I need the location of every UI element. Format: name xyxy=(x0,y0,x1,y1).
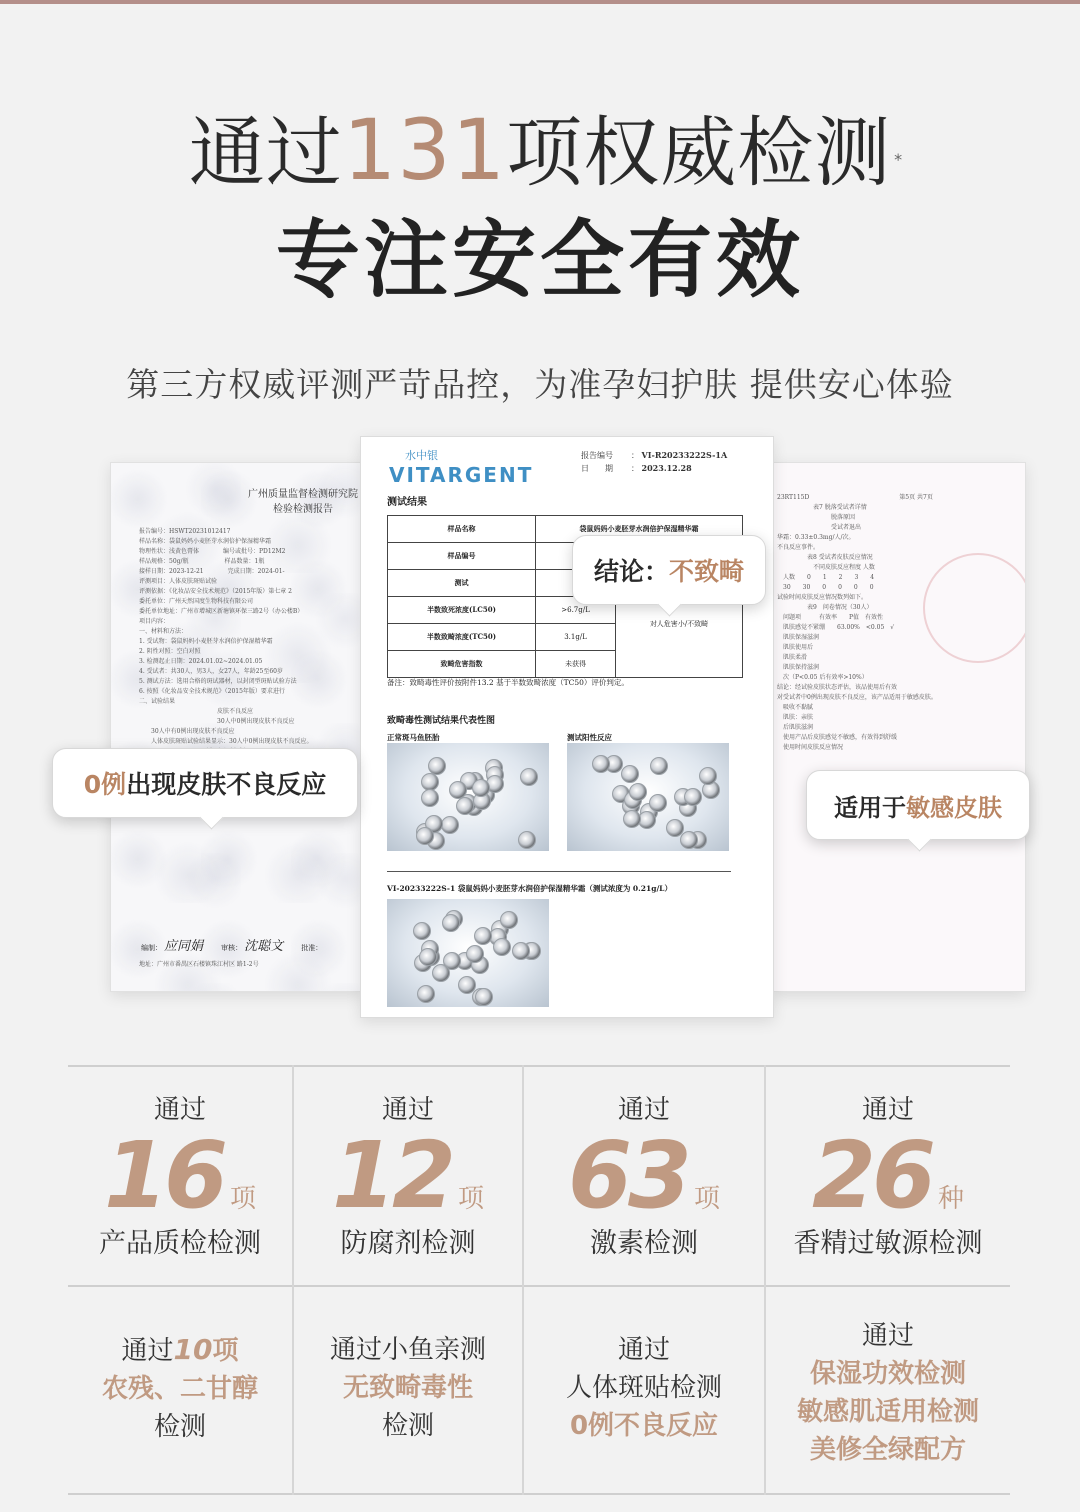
callout-no-adverse-reaction xyxy=(52,748,358,818)
stat-highlight: 无致畸毒性 xyxy=(342,1373,473,1403)
report-line: 对受试者中0例出现皮肤不良反应，该产品适用于敏感皮肤。 xyxy=(777,694,937,701)
zebrafish-embryo-photo-normal xyxy=(387,743,549,851)
callout-highlight: 0例 xyxy=(83,770,127,799)
table-cell: 致畸危害指数 xyxy=(388,651,536,678)
report-line: 肌肤使用后 xyxy=(777,644,814,651)
top-accent-bar xyxy=(0,0,1080,4)
embryo xyxy=(474,927,492,945)
table-cell: 测试 xyxy=(388,570,536,597)
embryo xyxy=(500,911,518,929)
callout-text: 出现皮肤不良反应 xyxy=(126,770,327,799)
headline-prefix: 通过 xyxy=(188,108,343,197)
stat-number: 63 xyxy=(567,1122,688,1229)
headline-number: 131 xyxy=(342,101,507,199)
hero xyxy=(0,100,1080,406)
callout-highlight: 不致畸 xyxy=(669,557,745,586)
report-line: 问题项 有效率 P值 有效性 xyxy=(777,614,884,621)
embryo xyxy=(518,831,536,849)
signatures xyxy=(141,935,336,954)
embryo xyxy=(592,755,610,773)
table-cell: 半数致畸浓度(TC50) xyxy=(388,624,536,651)
embryo xyxy=(413,922,431,940)
grid-line-bottom xyxy=(68,1493,1010,1495)
patch-test-report xyxy=(110,462,364,992)
report-line: 肌肤柔滑 xyxy=(777,654,808,661)
report-line: 受试者退出 xyxy=(777,524,862,531)
tagline: 第三方权威评测严苛品控，为准孕妇护肤 提供安心体验 xyxy=(126,365,954,404)
table-cell: 半数致死浓度(LC50) xyxy=(388,597,536,624)
report-line: 不良反应事件。 xyxy=(777,544,820,551)
stat-label: 检测 xyxy=(381,1411,434,1441)
report-body xyxy=(139,527,349,757)
report-line: 评测依据：《化妆品安全技术规范》（2015年版）第七章 2 xyxy=(139,588,292,595)
stat-preservatives xyxy=(294,1093,522,1261)
stat-pass-label: 通过 xyxy=(153,1095,206,1125)
report-line: 后肌肤滋润 xyxy=(777,724,814,731)
report-line: 3. 检测起止日期：2024.01.02~2024.01.05 xyxy=(139,658,263,665)
stat-label: 人体斑贴检测 xyxy=(565,1373,722,1403)
stat-unit: 项 xyxy=(458,1184,485,1214)
signature-b: 沈聪文 xyxy=(244,939,284,954)
report-line: 表8 受试者皮肤反应情况 xyxy=(777,554,873,561)
report-line: 30 30 0 0 0 0 xyxy=(777,584,874,591)
stat-highlight: 敏感肌适用检测 xyxy=(796,1397,979,1427)
table-cell: 样品编号 xyxy=(388,543,536,570)
report-line: 委托单位地址：广州市增城区新塘镇环保三路2号（办公楼B） xyxy=(139,608,304,615)
report-line: 使用时间皮肤反应情况 xyxy=(777,744,844,751)
stat-label: 检测 xyxy=(153,1412,206,1442)
report-line: 皮肤不良反应 xyxy=(139,708,254,715)
stat-number: 16 xyxy=(103,1122,224,1229)
logo-cn: 水中银 xyxy=(405,449,438,462)
embryo xyxy=(441,816,459,834)
report-line: 肌肤感觉不紧绷 63.00% <0.05 √ xyxy=(777,624,895,631)
test-stats-grid xyxy=(68,1065,1010,1495)
embryo xyxy=(623,810,641,828)
report-date: 2023.12.28 xyxy=(641,463,692,473)
report-line: 30人中0例出现皮肤不良反应 xyxy=(139,718,295,725)
report-line: 委托单位：广州天然国度生物科技有限公司 xyxy=(139,598,254,605)
stat-label: 香精过敏源检测 xyxy=(793,1228,983,1259)
institute-name: 广州质量监督检测研究院 xyxy=(248,489,358,500)
report-line: 30人中有0例出现皮肤不良反应 xyxy=(139,728,235,735)
report-line: 肌肤保持滋润 xyxy=(777,664,820,671)
results-note: 备注：致畸毒性评价按附件13.2 基于半数致畸浓度（TC50）评价判定。 xyxy=(387,678,629,687)
embryo xyxy=(684,788,702,806)
embryo xyxy=(421,789,439,807)
sign-c-label: 批准： xyxy=(301,944,323,952)
report-info: 报告编号 ： VI-R20233222S-1A 日 期 ： 2023.12.28 xyxy=(581,450,728,473)
report-header xyxy=(223,487,364,517)
stat-pesticide-residue xyxy=(68,1331,292,1446)
stat-pass-label: 通过 xyxy=(121,1336,174,1366)
stat-highlight: 0例不良反应 xyxy=(569,1411,719,1441)
embryo xyxy=(666,819,684,837)
stat-unit: 项 xyxy=(230,1184,257,1214)
callout-non-teratogenic xyxy=(572,535,766,605)
sign-a-label: 编制： xyxy=(141,944,162,952)
callout-sensitive-skin xyxy=(806,770,1030,840)
signature-a: 应同娟 xyxy=(164,939,204,954)
report-line: 6. 按照《化妆品安全技术规范》（2015年版）要求进行 xyxy=(139,688,285,695)
callout-highlight: 敏感皮肤 xyxy=(906,793,1002,822)
embryo xyxy=(699,767,717,785)
report-line: 不同皮肤反应程度 人数 xyxy=(777,564,875,571)
stat-highlight: 保湿功效检测 xyxy=(809,1359,966,1389)
embryo xyxy=(621,765,639,783)
stat-fish-test xyxy=(294,1331,522,1445)
stat-figure xyxy=(294,1122,522,1229)
logo-en: VITARGENT xyxy=(389,463,534,487)
embryo xyxy=(493,938,511,956)
stat-pass-label: 通过 xyxy=(861,1321,914,1351)
callout-text: 结论： xyxy=(593,557,669,586)
footnote-mark: * xyxy=(894,150,904,169)
stat-pass-label: 通过 xyxy=(861,1095,914,1125)
report-line: 项目内容： xyxy=(139,618,170,625)
date-label: 日 期 xyxy=(581,464,613,473)
report-line: 次（P<0.05 后有效率>10%） xyxy=(777,674,868,681)
sub-headline: 专注安全有效 xyxy=(275,211,804,309)
efficacy-report xyxy=(772,462,1026,992)
report-line: 报告编号：HSWT20231012417 xyxy=(139,528,231,535)
headline-suffix: 项权威检测 xyxy=(506,108,892,197)
sign-b-label: 审核： xyxy=(221,944,243,952)
vitargent-logo xyxy=(389,447,533,487)
report-line: 人体皮肤斑贴试验结果显示：30人中0例出现皮肤不良反应。 xyxy=(139,738,313,745)
stat-figure xyxy=(68,1122,292,1229)
report-no: VI-R20233222S-1A xyxy=(641,450,728,460)
embryo xyxy=(449,781,467,799)
stat-figure xyxy=(524,1122,764,1229)
report-line: 结论：经试验皮肤状态评估，该品使用后有效 xyxy=(777,684,898,691)
report-line: 试验时间皮肤反应情况数列如下。 xyxy=(777,594,868,601)
report-line: 一、材料和方法： xyxy=(139,628,188,635)
callout-text: 适用于 xyxy=(834,793,906,822)
conclusion-cell: 对人危害小/不致畸 xyxy=(616,570,743,678)
embryo xyxy=(421,773,439,791)
stat-number: 26 xyxy=(811,1122,932,1229)
report-type: 检验检测报告 xyxy=(273,504,333,515)
stat-highlight: 美修全绿配方 xyxy=(809,1435,966,1465)
embryo xyxy=(417,985,435,1003)
grid-line-top xyxy=(68,1065,1010,1067)
embryo xyxy=(650,757,668,775)
efficacy-report-body xyxy=(777,493,1017,753)
table-cell: 样品名称 xyxy=(388,516,536,543)
report-line: 1. 受试物：袋鼠妈妈小麦胚芽水润倍护保湿精华霜 xyxy=(139,638,273,645)
section-test-results: 测试结果 xyxy=(387,497,427,508)
stat-line xyxy=(68,1331,292,1370)
zebrafish-embryo-photo-positive xyxy=(567,743,729,851)
divider xyxy=(387,871,731,872)
stat-unit: 项 xyxy=(694,1184,721,1214)
report-line: 人数 0 1 2 3 4 xyxy=(777,574,875,581)
report-line: 使用产品后皮肤感觉不敏感，有效得到舒缓 xyxy=(777,734,898,741)
report-line: 表9 问卷情况（30人） xyxy=(777,604,873,611)
embryo xyxy=(520,768,538,786)
caption-sample: VI-20233222S-1 袋鼠妈妈小麦胚芽水润倍护保湿精华霜（测试浓度为 0.21g/L） xyxy=(387,884,672,893)
table-cell: 袋鼠妈妈小麦胚芽水润倍护保湿精华霜 xyxy=(536,516,743,543)
report-line: 肌肤保湿滋润 xyxy=(777,634,820,641)
report-line: 接样日期：2023-12-21 完成日期：2024-01- xyxy=(139,568,285,575)
headline xyxy=(188,100,904,203)
stat-product-quality xyxy=(68,1093,292,1261)
report-line: 华霜：0.33±0.3mg/人/次。 xyxy=(777,534,855,541)
stat-pass-label: 通过 xyxy=(381,1095,434,1125)
stat-unit: 项 xyxy=(212,1336,239,1366)
section-representative-images: 致畸毒性测试结果代表性图 xyxy=(387,716,496,726)
embryo xyxy=(442,914,460,932)
stat-label: 产品质检检测 xyxy=(99,1228,261,1259)
table-cell: 未获得 xyxy=(536,651,616,678)
stat-label: 通过小鱼亲测 xyxy=(329,1335,486,1365)
report-line: 样品名称：袋鼠妈妈小麦胚芽水润倍护保湿精华霜 xyxy=(139,538,272,545)
embryo xyxy=(428,757,446,775)
stat-number: 10 xyxy=(173,1333,213,1366)
grid-line-middle xyxy=(68,1285,1010,1287)
embryo xyxy=(629,783,647,801)
teratogenicity-report xyxy=(360,436,774,1018)
report-line: 5. 测试方法：选用合格的斑试器材，以封闭型斑贴试验方法 xyxy=(139,678,297,685)
embryo xyxy=(458,976,476,994)
report-line: 评测项目：人体皮肤斑贴试验 xyxy=(139,578,218,585)
stat-figure xyxy=(766,1122,1010,1229)
caption-normal: 正常斑马鱼胚胎 xyxy=(387,733,440,742)
stat-patch-test xyxy=(524,1331,764,1445)
report-no-label: 报告编号 xyxy=(581,451,613,460)
stat-hormones xyxy=(524,1093,764,1261)
report-line: 2. 阴性对照：空白对照 xyxy=(139,648,201,655)
table-cell: 3.1g/L xyxy=(536,624,616,651)
stat-pass-label: 通过 xyxy=(617,1095,670,1125)
stat-label: 防腐剂检测 xyxy=(340,1228,476,1259)
report-line: 4. 受试者：共30人，男3人，女27人，年龄25至60岁 xyxy=(139,668,283,675)
stat-unit: 种 xyxy=(938,1184,965,1214)
embryo xyxy=(432,964,450,982)
table-cell: >6.7g/L xyxy=(536,597,616,624)
report-line: 样品规格：50g/瓶 样品数量：1瓶 xyxy=(139,558,265,565)
embryo xyxy=(649,794,667,812)
report-line: 表7 脱落受试者详情 xyxy=(777,504,867,511)
report-line: 物理性状：浅黄色膏体 编号或批号：PD12M2 xyxy=(139,548,286,555)
report-line: 二、试验结果 xyxy=(139,698,176,705)
stat-label: 激素检测 xyxy=(590,1228,698,1259)
stat-fragrance-allergens xyxy=(766,1093,1010,1261)
report-line: 肌肤：亲肤 xyxy=(777,714,814,721)
stat-number: 12 xyxy=(331,1122,452,1229)
stat-efficacy-tests xyxy=(766,1317,1010,1469)
report-line: 23RT115D 第5页 共7页 xyxy=(777,494,933,501)
stat-highlight: 农残、二甘醇 xyxy=(101,1374,258,1404)
report-line: 吸收不黏腻 xyxy=(777,704,814,711)
stat-pass-label: 通过 xyxy=(617,1335,670,1365)
report-line: 脱落原因 xyxy=(777,514,856,521)
embryo xyxy=(512,942,530,960)
embryo xyxy=(472,779,490,797)
zebrafish-embryo-photo-sample xyxy=(387,899,549,1007)
caption-positive: 测试阳性反应 xyxy=(567,733,612,742)
report-address: 地址：广州市番禺区石楼镇珠江村区 路1-2号 xyxy=(139,961,259,968)
embryo xyxy=(475,988,493,1006)
